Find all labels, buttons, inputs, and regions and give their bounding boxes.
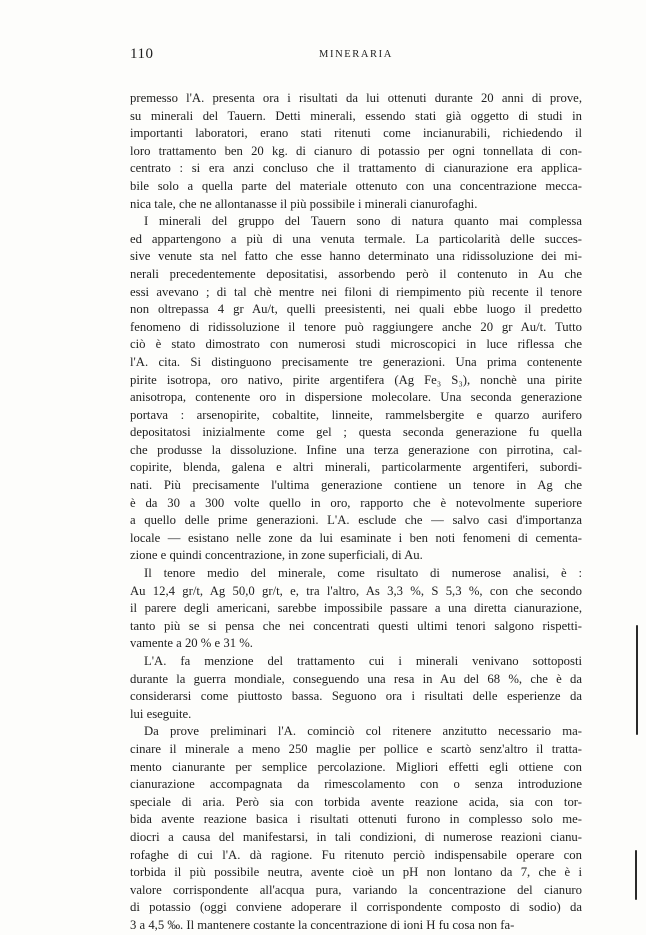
text-line: 3 a 4,5 ‰. Il mantenere costante la concentrazione di ioni H fu cosa non fa- [130, 917, 515, 932]
text-line: nerali precedentemente depositatisi, assorbendo però il contenuto in Au che [130, 266, 582, 281]
text-line: depositatosi inizialmente come gel ; questa seconda generazione fu quella [130, 425, 582, 440]
paragraph [130, 213, 582, 565]
text-line: locale — esistano nelle zone da lui esaminate i ben noti fenomeni di cementa- [130, 530, 582, 545]
paragraph [130, 653, 582, 723]
text-line: nati. Più precisamente l'ultima generazione contiene un tenore in Ag che [130, 478, 582, 493]
text-line: durante la guerra mondiale, conseguendo una resa in Au del 68 %, che è da [130, 671, 582, 686]
text-line: speciale di aria. Però sia con torbida avente reazione acida, sia con tor- [130, 794, 582, 809]
text-line: tanto più se si pensa che nei concentrati questi ultimi tenori salgono rispetti- [130, 618, 582, 633]
text-line: I minerali del gruppo del Tauern sono di natura quanto mai complessa [144, 214, 582, 229]
text-line: il parere degli americani, sarebbe impossibile passare a una diretta cianurazione, [130, 601, 582, 616]
paragraph [130, 90, 582, 213]
text-line: lui eseguite. [130, 706, 192, 721]
margin-rule [636, 625, 638, 735]
text-line: cianurazione accompagnata da rimescolamento con o senza introduzione [130, 777, 582, 792]
text-line: ed appartengono a più di una venuta termale. La particolarità delle succes- [130, 231, 582, 246]
text-line: Il tenore medio del minerale, come risultato di numerose analisi, è : [144, 566, 582, 581]
text-line: portava : arsenopirite, cobaltite, linneite, rammelsbergite e quarzo aurifero [130, 407, 582, 422]
margin-rule [635, 850, 637, 900]
text-line: L'A. fa menzione del trattamento cui i minerali venivano sottoposti [144, 654, 582, 668]
text-line: considerarsi come piuttosto bassa. Seguono ora i risultati delle esperienze da [130, 689, 582, 704]
text-line: torbida il più possibile neutra, avente cioè un pH non lontano da 7, che è i [130, 865, 582, 880]
text-line: vamente a 20 % e 31 %. [130, 636, 253, 651]
text-line: premesso l'A. presenta ora i risultati da lui ottenuti durante 20 anni di prove, [130, 91, 582, 105]
running-title: MINERARIA [319, 49, 393, 60]
page-number: 110 [130, 46, 154, 62]
paragraph [130, 723, 582, 934]
text-line: loro trattamento ben 20 kg. di cianuro di potassio per ogni tonnellata di con- [130, 143, 582, 158]
text-line: Au 12,4 gr/t, Ag 50,0 gr/t, e, tra l'altro, As 3,3 %, S 5,3 %, con che secondo [130, 583, 582, 598]
text-line: a quello delle prime generazioni. L'A. esclude che — salvo casi d'importanza [130, 513, 582, 528]
text-line: cinare il minerale a meno 250 maglie per pollice e scartò senz'altro il tratta- [130, 741, 582, 756]
text-line: valore corrispondente all'acqua pura, variando la concentrazione del cianuro [130, 882, 582, 897]
text-line: su minerali del Tauern. Detti minerali, essendo stati già oggetto di studi in [130, 108, 582, 123]
text-line: ciò è stato dimostrato con numerosi studi microscopici in luce riflessa che [130, 337, 582, 352]
text-line: copirite, blenda, galena e altri minerali, particolarmente argentiferi, subordi- [130, 460, 582, 475]
text-line: centrato : si era anzi concluso che il trattamento di cianurazione era applica- [130, 161, 582, 176]
page-header [130, 46, 582, 68]
text-line: bile solo a quella parte del materiale ottenuto con una concentrazione mecca- [130, 178, 582, 193]
text-line: l'A. cita. Si distinguono precisamente tre generazioni. Una prima contenente [130, 354, 582, 369]
text-line: di potassio (oggi conviene adoperare il corrispondente composto di sodio) da [130, 900, 582, 915]
text-line: rofaghe di cui l'A. dà ragione. Fu ritenuto perciò indispensabile operare con [130, 847, 582, 862]
text-line: fenomeno di ridissoluzione il tenore può raggiungere anche 20 gr Au/t. Tutto [130, 319, 582, 334]
text-line: è da 30 a 300 volte quello in oro, rapporto che è notevolmente superiore [130, 495, 582, 510]
text-line: zione e quindi concentrazione, in zone superficiali, di Au. [130, 548, 423, 563]
text-line: nica tale, che ne allontanasse il più possibile i minerali cianurofaghi. [130, 196, 478, 211]
text-line: che produsse la dissoluzione. Infine una terza generazione con pirrotina, cal- [130, 442, 582, 457]
text-line: bida avente reazione basica i risultati ottenuti furono in complesso solo me- [130, 812, 582, 827]
text-line: essi avevano ; di tal chè mentre nei filoni di riempimento più recente il tenore [130, 284, 582, 299]
text-line: anisotropa, contenente oro in dispersione molecolare. Una seconda generazione [130, 390, 582, 405]
paragraph [130, 565, 582, 653]
text-line: sive venute sta nel fatto che esse hanno determinato una ridissoluzione dei mi- [130, 249, 582, 264]
body-text [130, 90, 582, 935]
text-line: Da prove preliminari l'A. cominciò col ritenere anzitutto necessario ma- [144, 724, 582, 739]
text-line: importanti laboratori, erano stati ritenuti come incianurabili, richiedendo il [130, 126, 582, 141]
text-line: mento cianurante per semplice percolazione. Migliori effetti egli ottiene con [130, 759, 582, 774]
text-line: non oltrepassa 4 gr Au/t, quelli preesistenti, nei quali ebbe luogo il predetto [130, 302, 582, 317]
text-line: diocri a causa del manifestarsi, in tali condizioni, di numerose reazioni cianu- [130, 829, 582, 844]
text-line: pirite isotropa, oro nativo, pirite argentifera (Ag Fe₃ S₃), nonchè una pirite [130, 372, 582, 387]
